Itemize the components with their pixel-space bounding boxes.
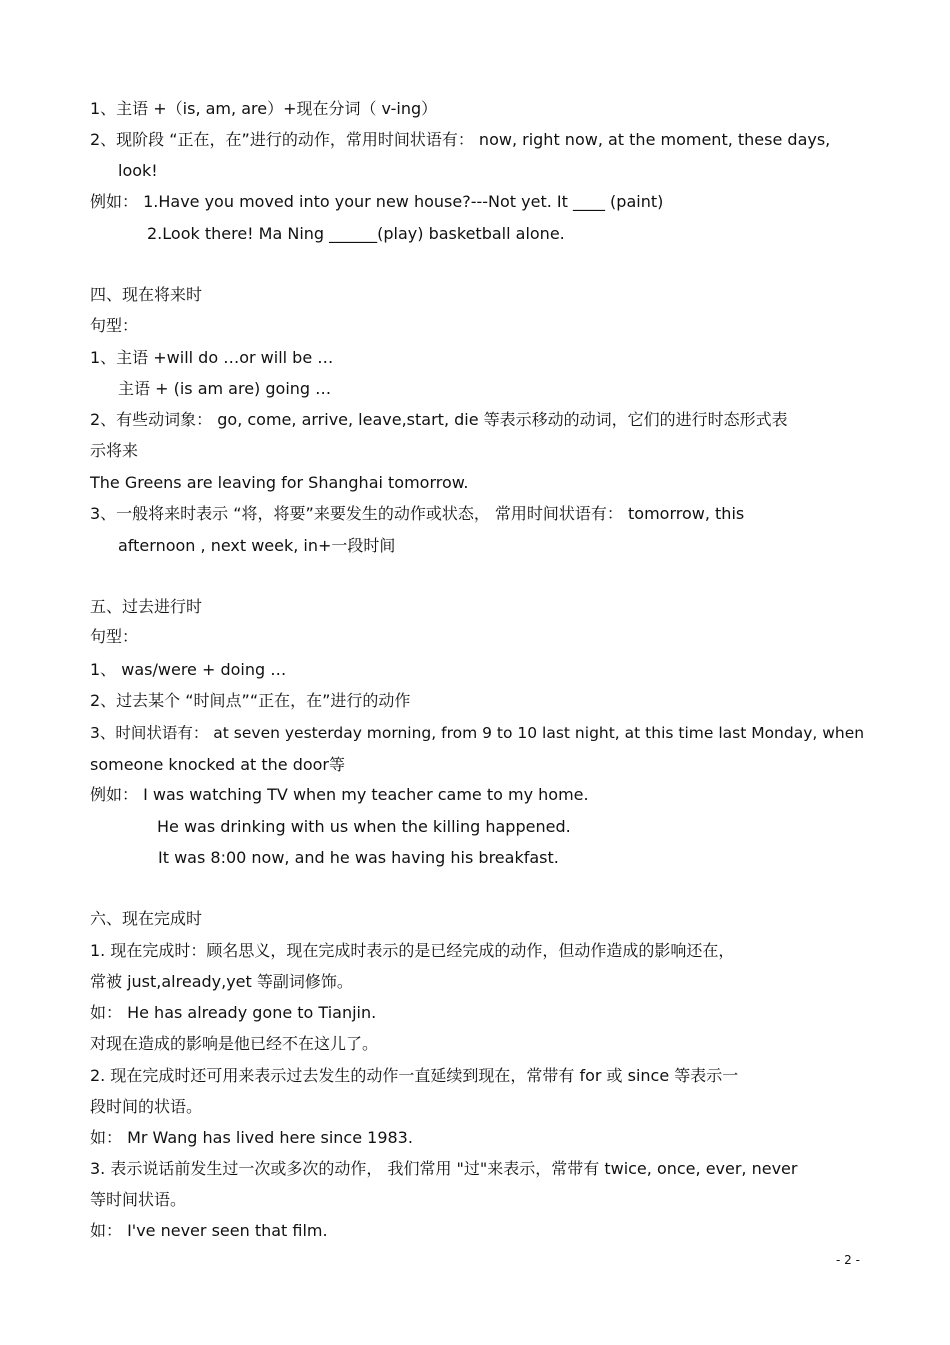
text-line: 句型： [90, 316, 139, 335]
text-line: He was drinking with us when the killing happened. [157, 817, 571, 836]
text-line: 3、一般将来时表示 “将，将要”来要发生的动作或状态， 常用时间状语有： tomorrow, this [90, 504, 745, 523]
text-line: 例如： 1.Have you moved into your new house?---Not yet. It ____ (paint) [90, 192, 664, 211]
page-number: - 2 - [836, 1253, 860, 1267]
section-heading: 六、现在完成时 [90, 909, 203, 928]
text-line: someone knocked at the door等 [90, 755, 346, 774]
text-line: 等时间状语。 [90, 1190, 187, 1209]
section-heading: 五、过去进行时 [90, 597, 203, 616]
text-line: 1、主语 +（is, am, are）+现在分词（ v-ing） [90, 99, 438, 118]
text-line: 3. 表示说话前发生过一次或多次的动作， 我们常用 "过"来表示，常带有 twice, once, ever, never [90, 1159, 798, 1178]
section-heading: 四、现在将来时 [90, 285, 203, 304]
text-line: The Greens are leaving for Shanghai tomorrow. [90, 473, 469, 492]
text-line: 段时间的状语。 [90, 1097, 203, 1116]
text-line: 2、现阶段 “正在，在”进行的动作，常用时间状语有： now, right now, at the moment, these days, [90, 130, 831, 149]
text-line: 句型： [90, 627, 139, 646]
text-line: 对现在造成的影响是他已经不在这儿了。 [90, 1034, 379, 1053]
text-line: 1、 was/were + doing … [90, 660, 287, 679]
text-line: 2. 现在完成时还可用来表示过去发生的动作一直延续到现在，常带有 for 或 since 等表示一 [90, 1066, 739, 1085]
text-line: 3、时间状语有： at seven yesterday morning, from 9 to 10 last night, at this time last Monday, when [90, 724, 865, 742]
text-line: 2.Look there! Ma Ning ______(play) basketball alone. [147, 224, 565, 243]
text-line: 1、主语 +will do …or will be … [90, 348, 334, 367]
text-line: 2、过去某个 “时间点”“正在，在”进行的动作 [90, 691, 411, 710]
text-line: 例如： I was watching TV when my teacher came to my home. [90, 785, 589, 804]
text-line: look! [118, 161, 158, 180]
text-line: 如： He has already gone to Tianjin. [90, 1003, 377, 1022]
text-line: 如： I've never seen that film. [90, 1221, 328, 1240]
text-line: 1. 现在完成时：顾名思义，现在完成时表示的是已经完成的动作，但动作造成的影响还在， [90, 941, 735, 960]
text-line: 主语 + (is am are) going … [118, 379, 332, 398]
text-line: afternoon , next week, in+一段时间 [118, 536, 396, 555]
text-line: 常被 just,already,yet 等副词修饰。 [90, 972, 353, 991]
text-line: 如： Mr Wang has lived here since 1983. [90, 1128, 413, 1147]
text-line: 示将来 [90, 441, 139, 460]
text-line: 2、有些动词象： go, come, arrive, leave,start, die 等表示移动的动词，它们的进行时态形式表 [90, 410, 788, 429]
text-line: It was 8:00 now, and he was having his breakfast. [158, 848, 559, 867]
